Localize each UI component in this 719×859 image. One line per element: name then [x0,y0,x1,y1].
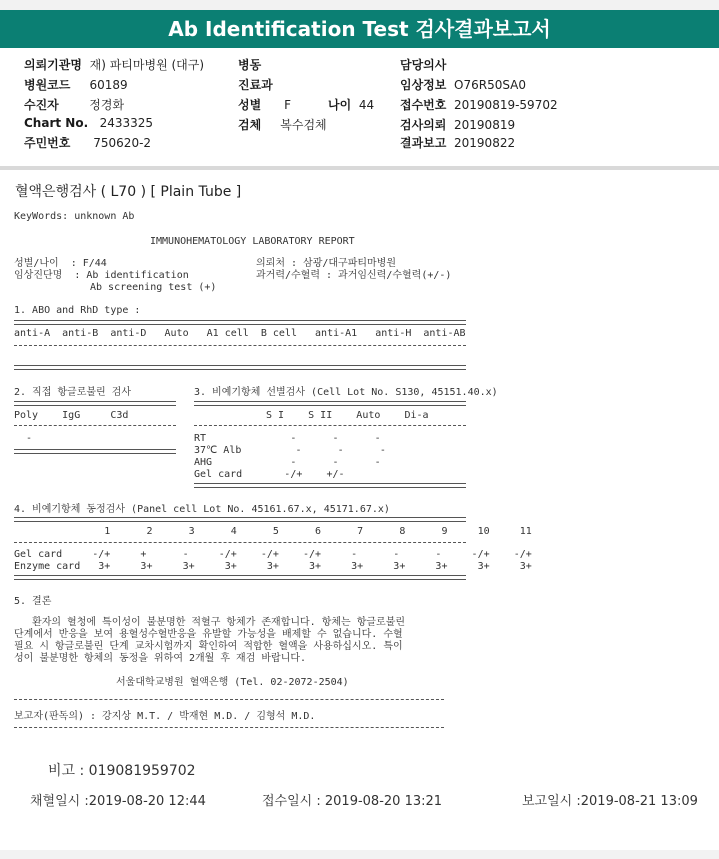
divider [194,401,466,406]
divider [14,699,444,700]
divider [14,727,444,728]
reporter-line: 보고자(판독의) : 강지상 M.T. / 박재현 M.D. / 김형석 M.D. [14,711,316,722]
report-title: Ab Identification Test 검사결과보고서 [168,17,551,41]
request-field: 검사의뢰 20190819 [400,118,516,132]
diagnosis-line-1: 임상진단명 : Ab identification [14,270,189,281]
hospital-line: 서울대학교병원 혈액은행 (Tel. 02-2072-2504) [116,677,349,688]
screening-row-rt: RT - - - [194,433,381,444]
screening-row-ahg: AHG - - - [194,457,381,468]
panel-header: 1 2 3 4 5 6 7 8 9 10 11 [14,526,532,537]
ssn-field: 주민번호 750620-2 [24,136,152,150]
ward-label: 병동 [238,58,262,72]
screening-header: S I S II Auto Di-a [266,410,429,421]
history: 과거력/수혈력 : 과거임신력/수혈력(+/-) [256,270,452,281]
divider [14,345,466,346]
report-section-title: 혈액은행검사 ( L70 ) [ Plain Tube ] [15,184,242,200]
clinical-field: 임상정보 O76R50SA0 [400,78,527,92]
chart-field: Chart No. 2433325 [24,116,154,130]
specimen-field: 검체 복수검체 [238,118,327,132]
dat-header: Poly IgG C3d [14,410,129,421]
conclusion-line: 성이 불분명한 항체의 동정을 위하여 2개월 후 재검 바랍니다. [14,653,307,664]
receipt-field: 접수번호 20190819-59702 [400,98,558,112]
panel-gel-row: Gel card -/+ + - -/+ -/+ -/+ - - - -/+ -/+ [14,549,532,560]
divider [14,425,176,426]
screening-row-alb: 37℃ Alb - - - [194,445,386,456]
note-field: 비고 : 019081959702 [48,763,196,779]
abo-section-title: 1. ABO and RhD type : [14,305,141,316]
divider [14,542,466,543]
hospital-code-field: 병원코드 60189 [24,78,128,92]
report-date-field: 결과보고 20190822 [400,136,516,150]
divider [14,401,176,406]
dat-section-title: 2. 직접 항글로불린 검사 [14,387,132,398]
divider [14,365,466,370]
age-field: 나이 44 [328,98,375,112]
patient-info-panel [0,48,719,166]
diagnosis-line-2: Ab screening test (+) [90,282,217,293]
divider [14,517,466,522]
divider [14,575,466,580]
sex-age: 성별/나이 : F/44 [14,258,107,269]
dept-label: 진료과 [238,78,273,92]
conclusion-title: 5. 결론 [14,596,52,607]
dat-row: - [14,433,33,444]
screening-section-title: 3. 비예기항체 선별검사 (Cell Lot No. S130, 45151.40.x) [194,387,498,398]
divider [194,425,466,426]
divider [14,449,176,454]
divider [14,320,466,325]
report-body [0,170,719,800]
screening-row-gel: Gel card -/+ +/- [194,469,345,480]
lab-title: IMMUNOHEMATOLOGY LABORATORY REPORT [150,236,355,247]
abo-header: anti-A anti-B anti-D Auto A1 cell B cell anti-A1 anti-H anti-AB [14,328,466,339]
patient-field: 수진자 정경화 [24,98,125,112]
doctor-label: 담당의사 [400,58,447,72]
report-time: 보고일시 :2019-08-21 13:09 [522,794,698,809]
report-header [0,10,719,48]
conclusion-line: 필요 시 항글로불린 단계 교차시험까지 확인하여 적합한 혈액을 사용하십시오. 특이 [14,641,403,652]
sex-field: 성별 F [238,98,291,112]
collect-time: 채혈일시 :2019-08-20 12:44 [30,794,206,809]
footer [0,750,719,850]
panel-enzyme-row: Enzyme card 3+ 3+ 3+ 3+ 3+ 3+ 3+ 3+ 3+ 3+ 3+ [14,561,532,572]
receive-time: 접수일시 : 2019-08-20 13:21 [262,794,443,809]
panel-section-title: 4. 비예기항체 동정검사 (Panel cell Lot No. 45161.67.x, 45171.67.x) [14,504,390,515]
conclusion-line: 단계에서 반응을 보여 용혈성수혈반응을 유발할 가능성을 배제할 수 없습니다. 수혈 [14,629,403,640]
referrer: 의뢰처 : 삼광/대구파티마병원 [256,258,397,269]
conclusion-line: 환자의 혈청에 특이성이 불분명한 적혈구 항체가 존재합니다. 항체는 항글로불린 [14,617,406,628]
divider [194,483,466,488]
keywords: KeyWords: unknown Ab [14,211,135,222]
institution-field: 의뢰기관명 재) 파티마병원 (대구) [24,58,205,72]
